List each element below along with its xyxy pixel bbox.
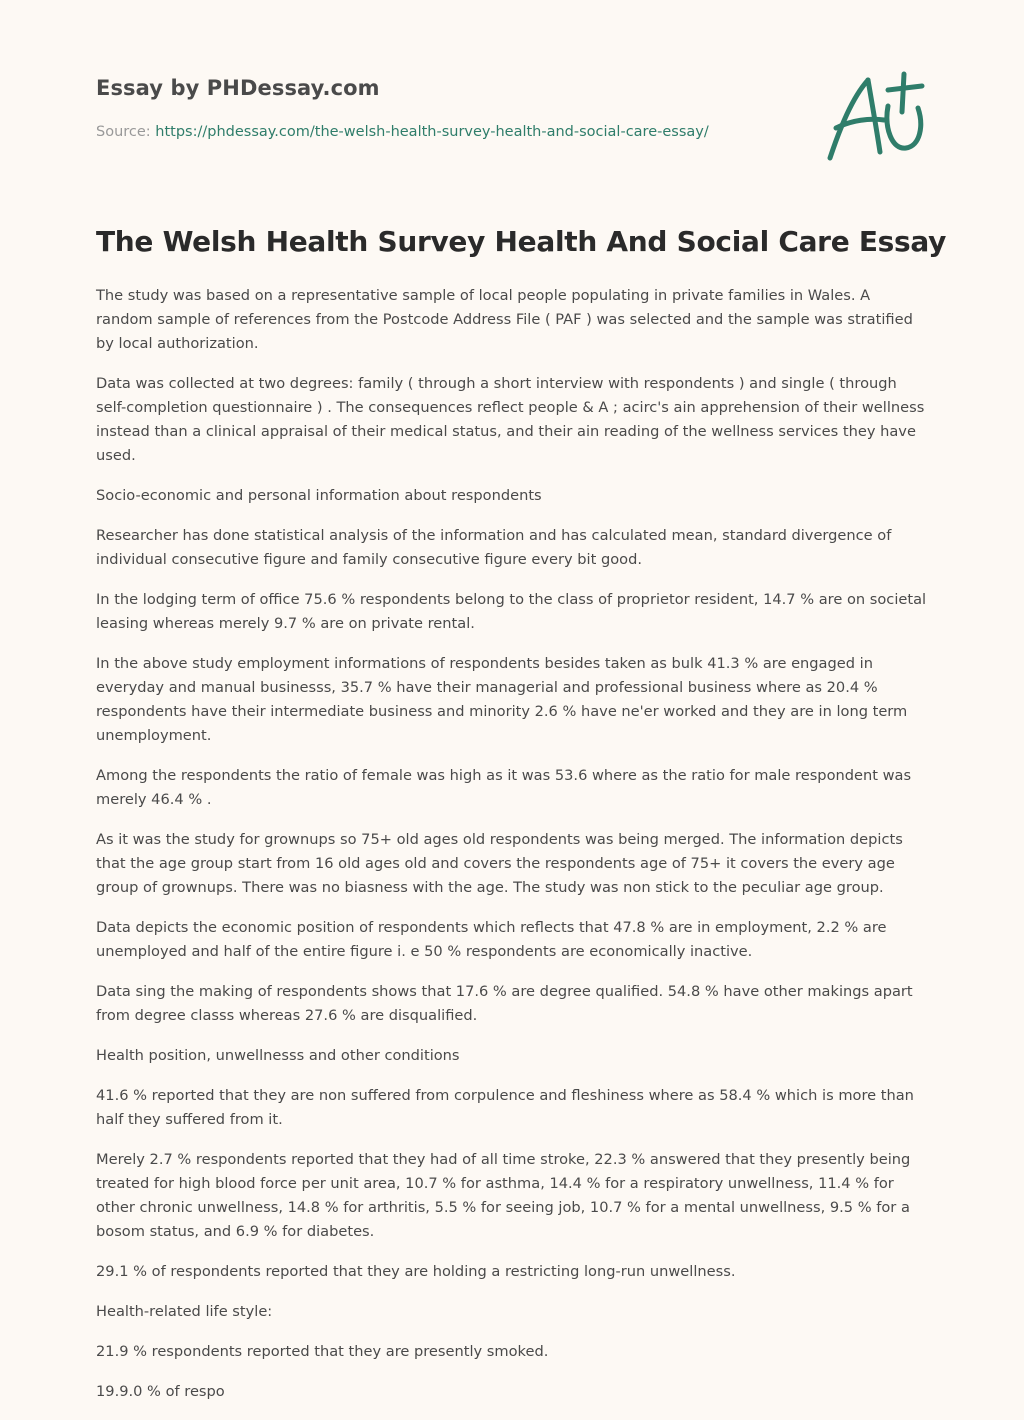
- source-label: Source:: [96, 124, 156, 140]
- essay-paragraph: 19.9.0 % of respo: [96, 1383, 225, 1400]
- essay-paragraph: In the above study employment informations of respondents besides taken as bulk 41.3 % are engaged in everyday and manual businesss, 35.7 % have their managerial and professional business where as 20.4 % respondents have their intermediate business and minority 2.6 % have ne'er worked and they are in long term unemployment.: [96, 655, 908, 744]
- essay-paragraph: 41.6 % reported that they are non suffered from corpulence and fleshiness where as 58.4 % which is more than half they suffered from it.: [96, 1087, 914, 1128]
- a-plus-logo-icon: [822, 68, 932, 166]
- essay-paragraph: Data was collected at two degrees: family ( through a short interview with respondents ) and single ( through self-completion questionnaire ) . The consequences reflect people & A ; acirc's ain apprehension of their wellness instead than a clinical appraisal of their medical status, and their ain reading of the wellness services they have used.: [96, 375, 925, 464]
- essay-paragraph: Merely 2.7 % respondents reported that they had of all time stroke, 22.3 % answered that they presently being treated for high blood force per unit area, 10.7 % for asthma, 14.4 % for a respiratory unwellness, 11.4 % for other chronic unwellness, 14.8 % for arthritis, 5.5 % for seeing job, 10.7 % for a mental unwellness, 9.5 % for a bosom status, and 6.9 % for diabetes.: [96, 1151, 911, 1240]
- site-brand: Essay by PHDessay.com: [96, 76, 380, 100]
- source-link[interactable]: https://phdessay.com/the-welsh-health-survey-health-and-social-care-essay/: [155, 124, 709, 140]
- essay-title: The Welsh Health Survey Health And Social Care Essay: [96, 225, 947, 258]
- section-heading: Health-related life style:: [96, 1303, 273, 1320]
- essay-paragraph: As it was the study for grownups so 75+ old ages old respondents was being merged. The information depicts that the age group start from 16 old ages old and covers the respondents age of 75+ it covers the every age group of grownups. There was no biasness with the age. The study was non stick to the peculiar age group.: [96, 831, 903, 896]
- essay-paragraph: Among the respondents the ratio of female was high as it was 53.6 where as the ratio for male respondent was merely 46.4 % .: [96, 767, 912, 808]
- essay-paragraph: The study was based on a representative sample of local people populating in private families in Wales. A random sample of references from the Postcode Address File ( PAF ) was selected and the sample was stratified by local authorization.: [96, 287, 913, 352]
- essay-paragraph: Researcher has done statistical analysis of the information and has calculated mean, standard divergence of individual consecutive figure and family consecutive figure every bit good.: [96, 527, 892, 568]
- essay-body: [96, 284, 928, 1420]
- section-heading: Health position, unwellnesss and other conditions: [96, 1047, 460, 1064]
- essay-paragraph: In the lodging term of office 75.6 % respondents belong to the class of proprietor resident, 14.7 % are on societal leasing whereas merely 9.7 % are on private rental.: [96, 591, 927, 632]
- essay-paragraph: Data sing the making of respondents shows that 17.6 % are degree qualified. 54.8 % have other makings apart from degree classs whereas 27.6 % are disqualified.: [96, 983, 913, 1024]
- essay-paragraph: 29.1 % of respondents reported that they are holding a restricting long-run unwellness.: [96, 1263, 736, 1280]
- essay-paragraph: Data depicts the economic position of respondents which reflects that 47.8 % are in employment, 2.2 % are unemployed and half of the entire figure i. e 50 % respondents are economically inactive.: [96, 919, 887, 960]
- source-line: [96, 124, 709, 140]
- essay-paragraph: 21.9 % respondents reported that they are presently smoked.: [96, 1343, 549, 1360]
- section-heading: Socio-economic and personal information about respondents: [96, 487, 542, 504]
